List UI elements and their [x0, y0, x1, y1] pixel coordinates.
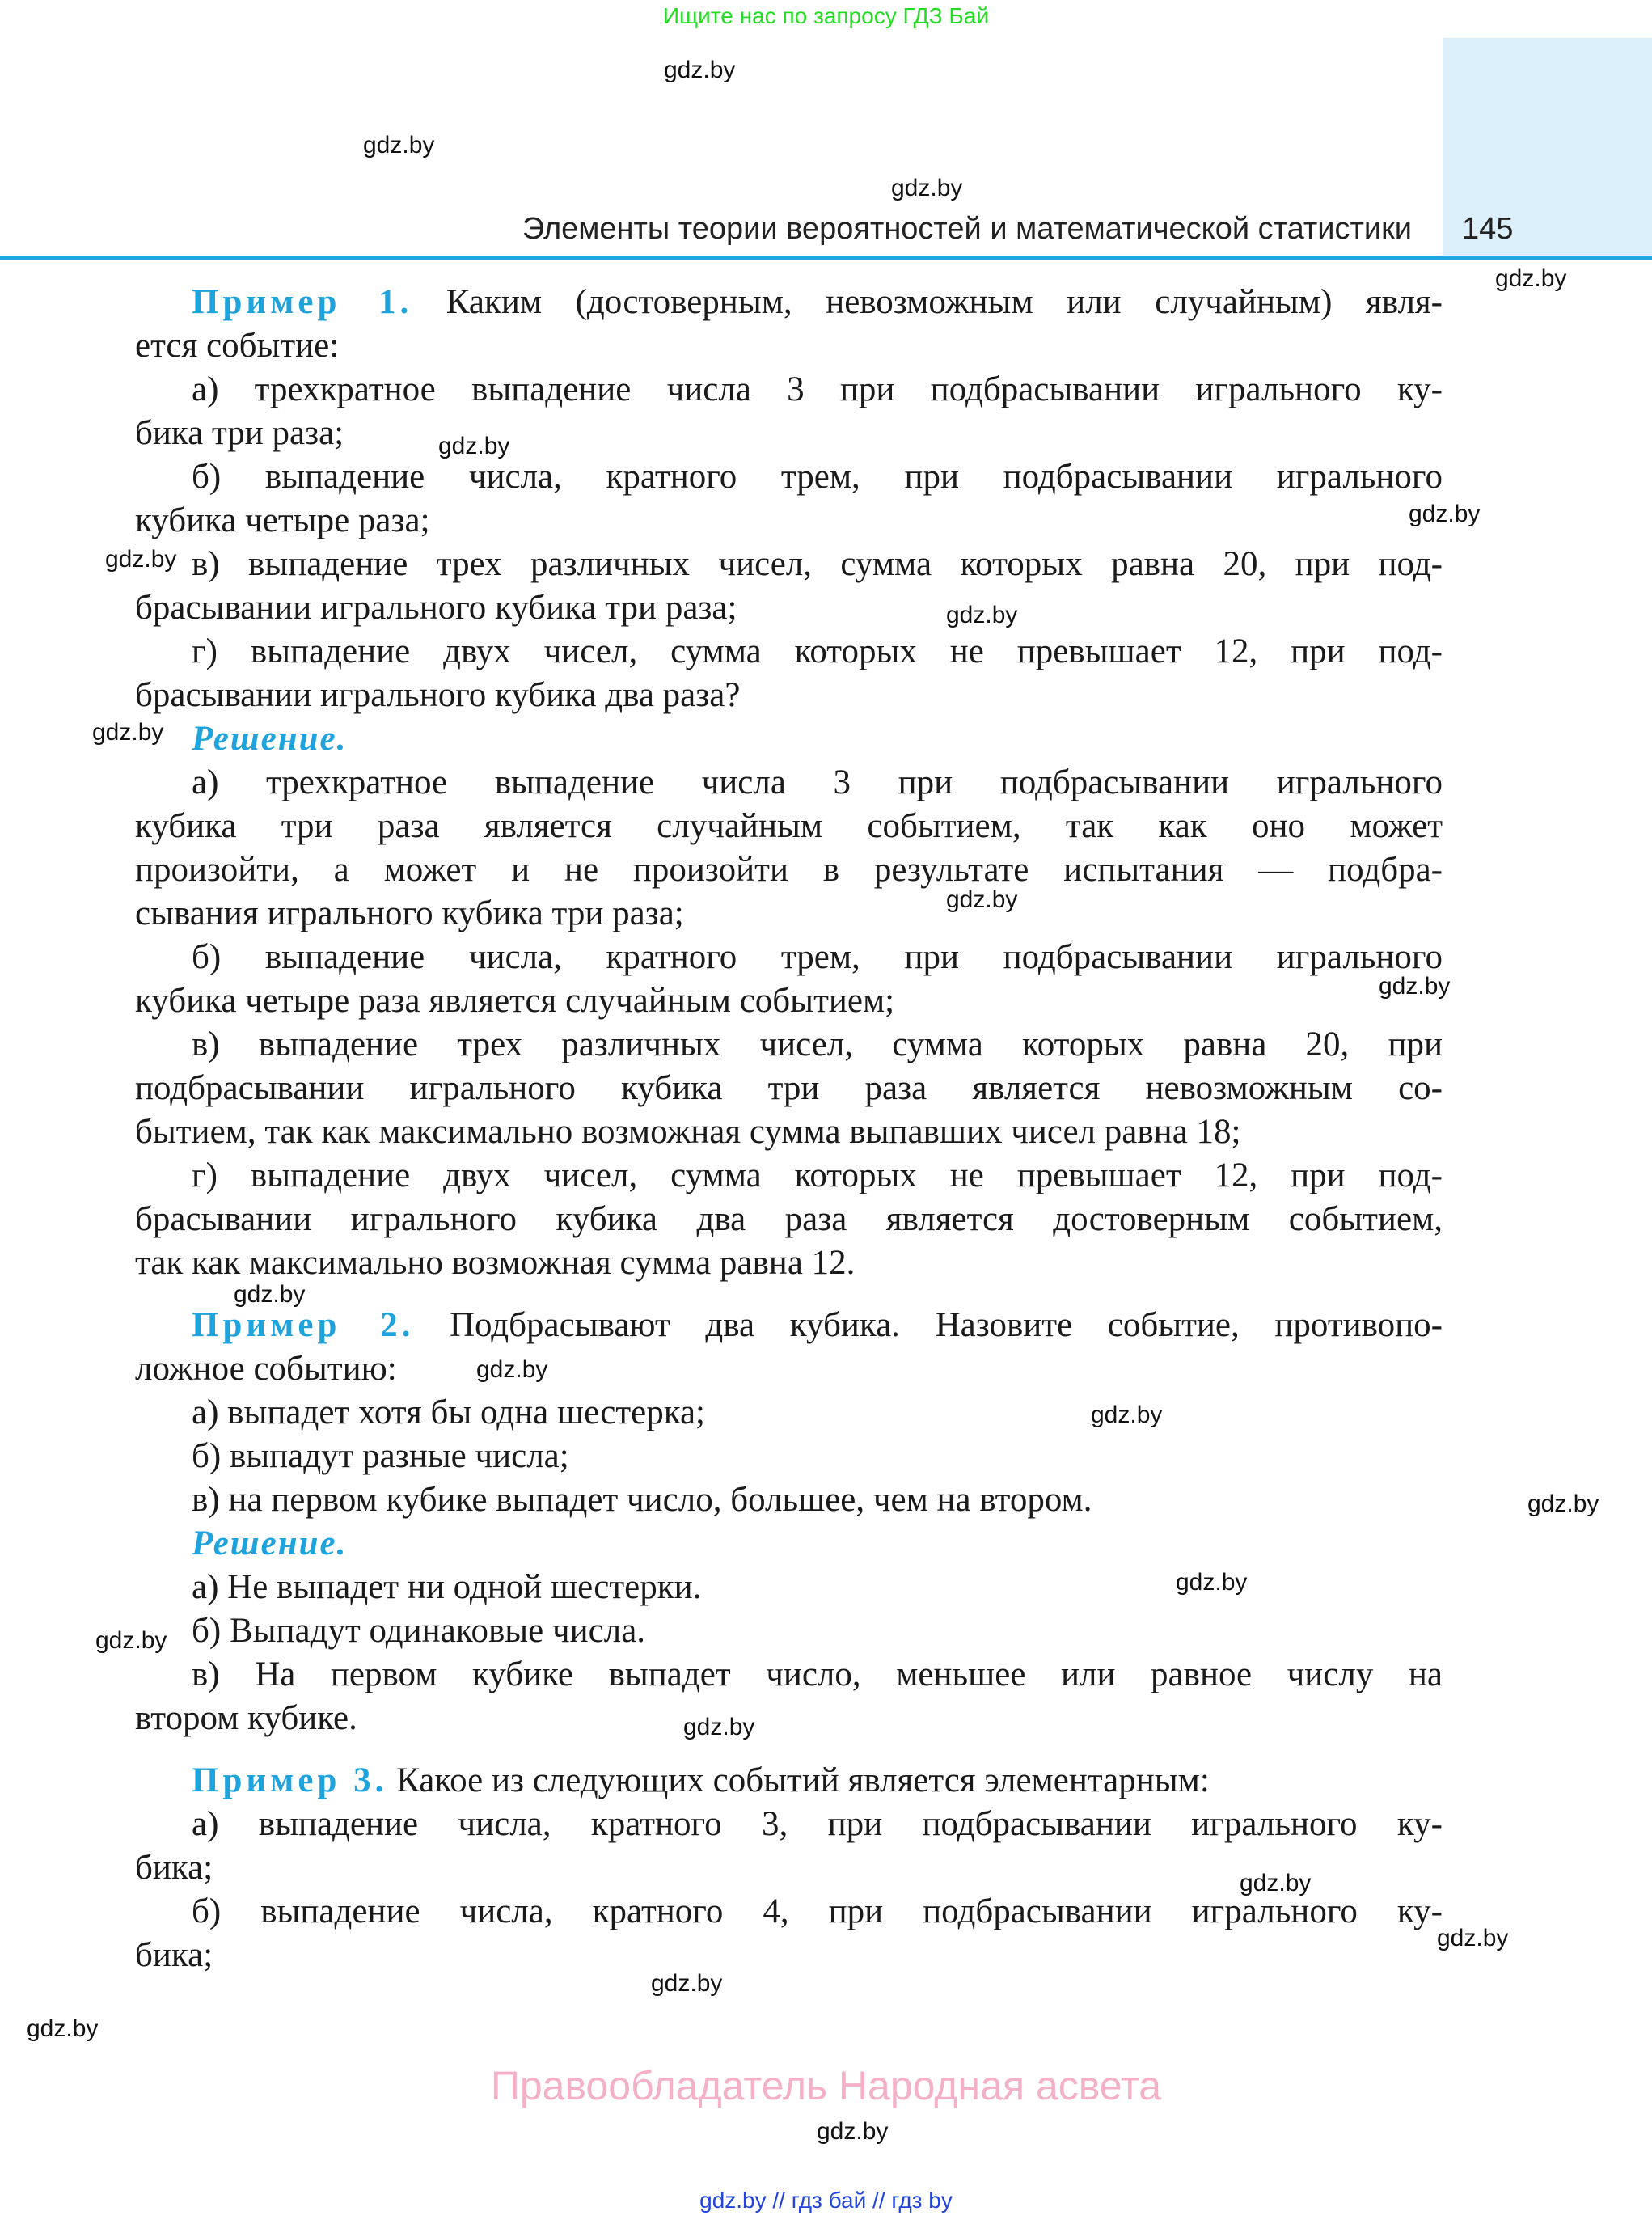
solution-label: Решение.: [192, 1524, 348, 1562]
watermark: gdz.by: [95, 1627, 167, 1654]
example-heading-line: [192, 281, 1443, 324]
text-line: [192, 455, 1443, 499]
line-text: а) выпадение числа, кратного 3, при подбрасывании игрального ку-: [192, 1805, 1443, 1843]
line-text: подбрасывании игрального кубика три раза является невозможным со-: [135, 1069, 1443, 1107]
solution-heading: [192, 1522, 1443, 1566]
watermark: gdz.by: [92, 719, 164, 746]
line-text: г) выпадение двух чисел, сумма которых не превышает 12, при под-: [192, 632, 1443, 670]
watermark: gdz.by: [1091, 1402, 1163, 1428]
text-line: [192, 1478, 1443, 1522]
text-line: [192, 1023, 1443, 1067]
text-line: [192, 1803, 1443, 1846]
watermark: gdz.by: [1409, 501, 1481, 527]
line-text: ется событие:: [135, 327, 340, 365]
line-text: брасывании игрального кубика три раза;: [135, 589, 737, 627]
line-text: Каким (достоверным, невозможным или случайным) явля-: [446, 283, 1443, 321]
watermark: gdz.by: [1437, 1925, 1509, 1951]
line-text: б) Выпадут одинаковые числа.: [192, 1612, 646, 1650]
page-number: 145: [1462, 212, 1514, 246]
line-text: так как максимально возможная сумма равна 12.: [135, 1244, 856, 1282]
text-line: [135, 499, 1443, 543]
top-search-hint: Ищите нас по запросу ГДЗ Бай: [662, 3, 990, 28]
text-line: [192, 1566, 1443, 1609]
copyright-notice: Правообладатель Народная асвета: [490, 2063, 1162, 2108]
header-divider: [0, 256, 1652, 260]
text-line: [135, 1198, 1443, 1241]
text-line: [135, 674, 1443, 717]
text-line: [135, 979, 1443, 1023]
watermark: gdz.by: [1527, 1490, 1599, 1517]
line-text: Подбрасывают два кубика. Назовите событие, противопо-: [449, 1306, 1443, 1344]
watermark: gdz.by: [234, 1281, 306, 1308]
text-line: [135, 1110, 1443, 1154]
line-text: кубика четыре раза;: [135, 501, 430, 539]
line-text: произойти, а может и не произойти в результате испытания — подбра-: [135, 851, 1443, 889]
line-text: г) выпадение двух чисел, сумма которых не превышает 12, при под-: [192, 1156, 1443, 1194]
example-heading-line: [192, 1759, 1443, 1803]
text-line: [192, 1154, 1443, 1198]
text-line: [135, 1067, 1443, 1110]
running-title: Элементы теории вероятностей и математической статистики: [522, 212, 1412, 246]
watermark: gdz.by: [363, 132, 435, 159]
watermark: gdz.by: [1495, 265, 1567, 292]
line-text: бытием, так как максимально возможная сумма выпавших чисел равна 18;: [135, 1113, 1241, 1151]
watermark: gdz.by: [105, 546, 177, 573]
line-text: б) выпадение числа, кратного трем, при подбрасывании игрального: [192, 458, 1443, 496]
line-text: кубика четыре раза является случайным событием;: [135, 982, 895, 1020]
example-label: Пример 2.: [192, 1306, 415, 1344]
example-label: Пример 1.: [192, 283, 413, 321]
watermark: gdz.by: [1176, 1569, 1248, 1596]
watermark: gdz.by: [664, 57, 736, 83]
line-text: кубика три раза является случайным событием, так как оно может: [135, 807, 1443, 845]
watermark: gdz.by: [651, 1970, 723, 1997]
line-text: сывания игрального кубика три раза;: [135, 894, 684, 932]
line-text: брасывании игрального кубика два раза является достоверным событием,: [135, 1200, 1443, 1238]
watermark: gdz.by: [683, 1714, 755, 1740]
text-line: [135, 586, 1443, 630]
text-line: [135, 892, 1443, 936]
text-line: [192, 368, 1443, 412]
line-text: а) Не выпадет ни одной шестерки.: [192, 1568, 702, 1606]
example-heading-line: [192, 1304, 1443, 1347]
text-line: [192, 761, 1443, 805]
line-text: б) выпадут разные числа;: [192, 1437, 569, 1475]
watermark: gdz.by: [27, 2015, 99, 2042]
text-line: [135, 848, 1443, 892]
text-line: [135, 1697, 1443, 1740]
watermark: gdz.by: [438, 433, 510, 459]
text-line: [135, 1241, 1443, 1285]
text-line: [135, 412, 1443, 455]
line-text: б) выпадение числа, кратного 4, при подбрасывании игрального ку-: [192, 1892, 1443, 1930]
line-text: Какое из следующих событий является элементарным:: [396, 1761, 1210, 1799]
watermark: gdz.by: [1379, 973, 1451, 1000]
line-text: втором кубике.: [135, 1699, 357, 1737]
text-line: [135, 1934, 1443, 1977]
watermark: gdz.by: [817, 2118, 889, 2145]
line-text: бика три раза;: [135, 414, 344, 452]
text-line: [192, 1653, 1443, 1697]
text-line: [192, 630, 1443, 674]
watermark: gdz.by: [891, 175, 963, 201]
example-label: Пример 3.: [192, 1761, 388, 1799]
line-text: ложное событию:: [135, 1350, 397, 1388]
line-text: а) трехкратное выпадение числа 3 при подбрасывании игрального ку-: [192, 370, 1443, 408]
line-text: а) трехкратное выпадение числа 3 при подбрасывании игрального: [192, 763, 1443, 801]
watermark: gdz.by: [476, 1356, 548, 1383]
text-line: [192, 1609, 1443, 1653]
text-line: [135, 324, 1443, 368]
text-line: [192, 543, 1443, 586]
line-text: а) выпадет хотя бы одна шестерка;: [192, 1393, 706, 1431]
solution-heading: [192, 717, 1443, 761]
watermark: gdz.by: [1240, 1870, 1312, 1896]
line-text: бика;: [135, 1849, 213, 1887]
watermark: gdz.by: [946, 886, 1018, 913]
text-line: [192, 1391, 1443, 1435]
watermark: gdz.by: [946, 602, 1018, 628]
footer-links[interactable]: gdz.by // гдз бай // гдз by: [699, 2188, 953, 2213]
text-line: [135, 1347, 1443, 1391]
text-line: [135, 805, 1443, 848]
solution-label: Решение.: [192, 720, 348, 758]
line-text: брасывании игрального кубика два раза?: [135, 676, 741, 714]
line-text: в) на первом кубике выпадет число, большее, чем на втором.: [192, 1481, 1092, 1519]
line-text: в) выпадение трех различных чисел, сумма которых равна 20, при под-: [192, 545, 1443, 583]
line-text: в) На первом кубике выпадет число, меньшее или равное числу на: [192, 1655, 1443, 1693]
text-line: [192, 1435, 1443, 1478]
line-text: бика;: [135, 1936, 213, 1974]
text-line: [192, 936, 1443, 979]
line-text: б) выпадение числа, кратного трем, при подбрасывании игрального: [192, 938, 1443, 976]
line-text: в) выпадение трех различных чисел, сумма которых равна 20, при: [192, 1025, 1443, 1063]
